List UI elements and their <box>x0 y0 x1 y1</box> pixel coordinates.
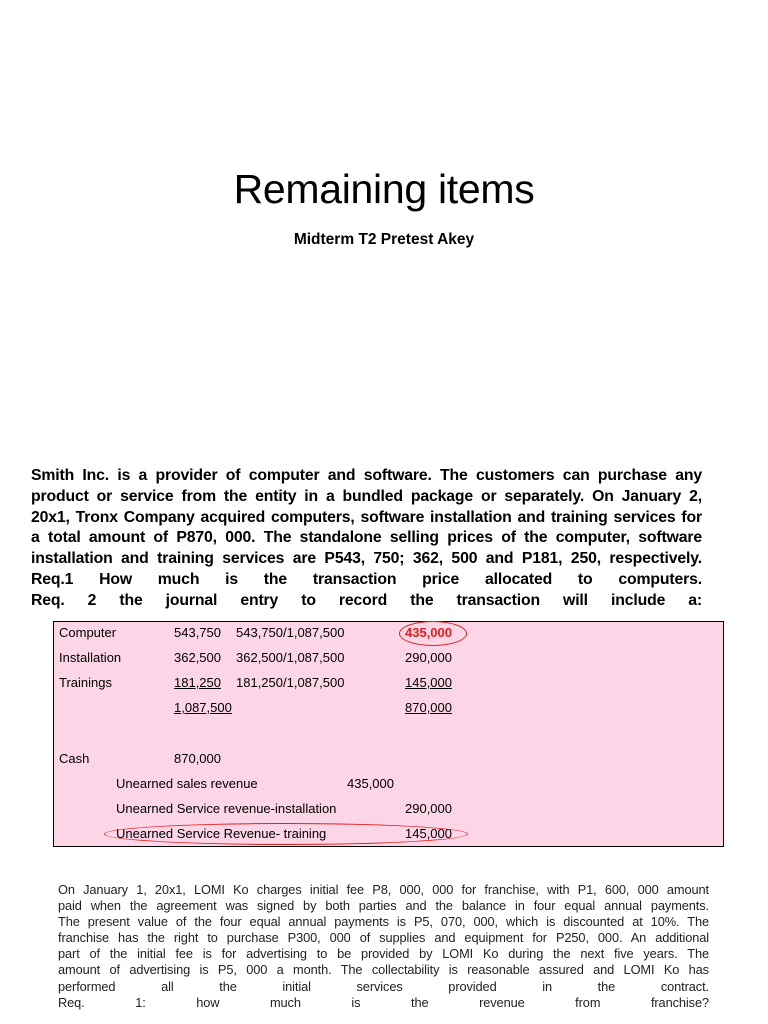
problem-1-line: a total amount of P870, 000. The standalone selling prices of the computer, software <box>31 529 702 547</box>
problem-2-line: part of the initial fee is for advertising to be provided by LOMI Ko during the next five years. The <box>58 946 709 962</box>
journal-credit-amount: 145,000 <box>405 826 452 841</box>
solution-box <box>53 621 724 847</box>
problem-2-line: paid when the agreement was signed by both parties and the balance in four equal annual payments. <box>58 898 709 914</box>
row-label-computer: Computer <box>59 625 117 640</box>
journal-credit-account: Unearned Service revenue-installation <box>116 801 337 816</box>
problem-2-line: The present value of the four equal annual payments is P5, 070, 000, which is discounted at 10%. The <box>58 914 709 930</box>
journal-credit-amount: 290,000 <box>405 801 452 816</box>
allocated-trainings: 145,000 <box>405 675 452 690</box>
highlight-ellipse-training <box>104 823 468 845</box>
problem-2-text <box>58 882 709 1011</box>
journal-credit-amount: 435,000 <box>347 776 394 791</box>
problem-1-line: Req. 2 the journal entry to record the transaction will include a: <box>31 591 702 609</box>
problem-1-line: 20x1, Tronx Company acquired computers, software installation and training services for <box>31 508 702 526</box>
slide-title: Remaining items <box>233 166 535 212</box>
problem-2-line: Req. 1: how much is the revenue from franchise? <box>58 994 709 1010</box>
ratio-installation: 362,500/1,087,500 <box>236 650 345 665</box>
journal-credit-account: Unearned sales revenue <box>116 776 258 791</box>
problem-1-line: Req.1 How much is the transaction price allocated to computers. <box>31 570 702 588</box>
ssp-trainings: 181,250 <box>174 675 221 690</box>
highlight-ellipse-answer <box>399 621 467 646</box>
allocated-computer: 435,000 <box>405 625 452 640</box>
row-label-installation: Installation <box>59 650 122 665</box>
ratio-trainings: 181,250/1,087,500 <box>236 675 345 690</box>
ssp-computer: 543,750 <box>174 625 221 640</box>
problem-1-line: Smith Inc. is a provider of computer and software. The customers can purchase any <box>31 467 702 484</box>
problem-2-line: amount of advertising is P5, 000 a month. The collectability is reasonable assured and LOMI Ko has <box>58 962 709 978</box>
total-ssp: 1,087,500 <box>174 700 232 715</box>
journal-debit-amount: 870,000 <box>174 751 221 766</box>
allocated-installation: 290,000 <box>405 650 452 665</box>
problem-2-line: franchise has the right to purchase P300, 000 of supplies and equipment for P250, 000. An additional <box>58 930 709 946</box>
problem-1-text <box>31 466 702 612</box>
total-allocated: 870,000 <box>405 700 452 715</box>
problem-2-line: On January 1, 20x1, LOMI Ko charges initial fee P8, 000, 000 for franchise, with P1, 600, 000 amount <box>58 882 709 897</box>
problem-1-line: product or service from the entity in a bundled package or separately. On January 2, <box>31 487 702 505</box>
slide-subtitle: Midterm T2 Pretest Akey <box>293 231 475 248</box>
ratio-computer: 543,750/1,087,500 <box>236 625 345 640</box>
row-label-trainings: Trainings <box>59 675 112 690</box>
problem-2-line: performed all the initial services provided in the contract. <box>58 978 709 994</box>
ssp-installation: 362,500 <box>174 650 221 665</box>
journal-debit-account: Cash <box>59 751 90 766</box>
journal-credit-account: Unearned Service Revenue- training <box>116 826 327 841</box>
problem-1-line: installation and training services are P543, 750; 362, 500 and P181, 250, respectively. <box>31 550 702 568</box>
